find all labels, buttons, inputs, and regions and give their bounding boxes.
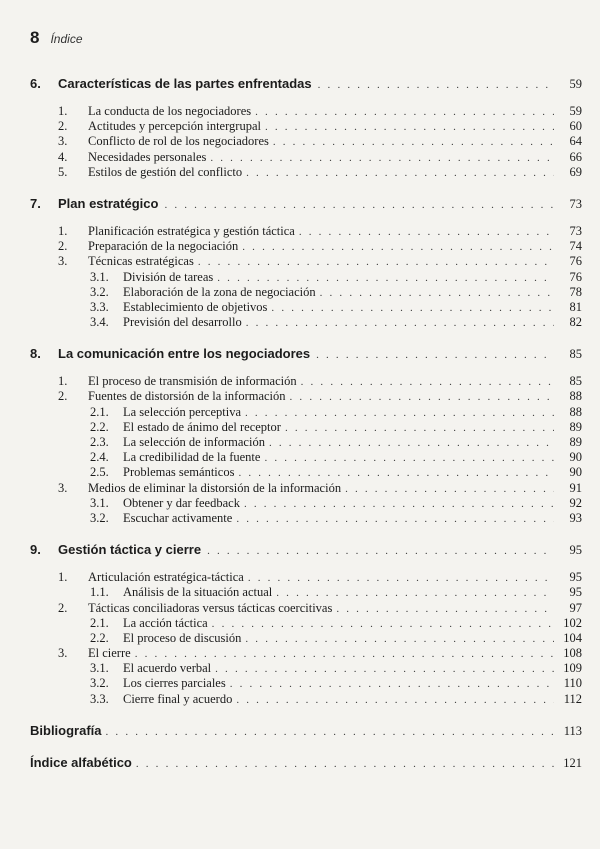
entry-title: Obtener y dar feedback bbox=[123, 495, 240, 510]
entry-title: Tácticas conciliadoras versus tácticas coercitivas bbox=[88, 600, 333, 615]
entry-title: Articulación estratégica-táctica bbox=[88, 570, 244, 585]
entry-title: División de tareas bbox=[123, 269, 214, 284]
table-of-contents bbox=[30, 76, 582, 775]
entry-number: 2.2. bbox=[90, 630, 109, 645]
entry-page-number: 74 bbox=[569, 239, 582, 254]
entry-title: Cierre final y acuerdo bbox=[123, 691, 233, 706]
entry-page-number: 76 bbox=[569, 269, 582, 284]
entry-page-number: 90 bbox=[569, 465, 582, 480]
subsection-entry[interactable] bbox=[30, 692, 582, 707]
entry-page-number: 92 bbox=[569, 495, 582, 510]
entry-number: 2.5. bbox=[90, 465, 109, 480]
subsection-entry[interactable] bbox=[30, 676, 582, 691]
dot-leader bbox=[236, 513, 554, 525]
dot-leader bbox=[276, 587, 554, 599]
entry-number: 2.2. bbox=[90, 419, 109, 434]
chapter-entries bbox=[30, 104, 582, 180]
entry-title: El acuerdo verbal bbox=[123, 661, 212, 676]
entry-page-number: 95 bbox=[569, 570, 582, 585]
section-entry[interactable] bbox=[30, 239, 582, 254]
entry-number: 3.3. bbox=[90, 299, 109, 314]
entry-title: Fuentes de distorsión de la información bbox=[88, 389, 286, 404]
entry-title: Planificación estratégica y gestión táctica bbox=[88, 223, 295, 238]
dot-leader bbox=[212, 618, 554, 630]
entry-title: Previsión del desarrollo bbox=[123, 315, 242, 330]
chapter-section bbox=[30, 76, 582, 180]
entry-number: 5. bbox=[58, 164, 68, 179]
entry-page-number: 121 bbox=[563, 755, 582, 770]
entry-number: 3.3. bbox=[90, 691, 109, 706]
subsection-entry[interactable] bbox=[30, 616, 582, 631]
chapter-entries bbox=[30, 374, 582, 526]
back-matter-entry[interactable] bbox=[30, 755, 582, 775]
entry-number: 2.4. bbox=[90, 450, 109, 465]
dot-leader bbox=[320, 287, 554, 299]
entry-title: Problemas semánticos bbox=[123, 465, 235, 480]
entry-number: 3.4. bbox=[90, 315, 109, 330]
subsection-entry[interactable] bbox=[30, 420, 582, 435]
entry-page-number: 97 bbox=[569, 600, 582, 615]
entry-page-number: 104 bbox=[563, 630, 582, 645]
entry-page-number: 102 bbox=[563, 615, 582, 630]
entry-title: El cierre bbox=[88, 646, 131, 661]
entry-page-number: 64 bbox=[569, 134, 582, 149]
section-entry[interactable] bbox=[30, 224, 582, 239]
entry-number: 2. bbox=[58, 239, 68, 254]
section-entry[interactable] bbox=[30, 570, 582, 585]
section-entry[interactable] bbox=[30, 481, 582, 496]
entry-page-number: 85 bbox=[569, 347, 582, 362]
dot-leader bbox=[246, 167, 554, 179]
entry-page-number: 73 bbox=[569, 223, 582, 238]
section-entry[interactable] bbox=[30, 374, 582, 389]
entry-number: 3. bbox=[58, 646, 68, 661]
entry-number: 3. bbox=[58, 254, 68, 269]
dot-leader bbox=[236, 694, 554, 706]
entry-page-number: 108 bbox=[563, 646, 582, 661]
entry-title: La selección de información bbox=[123, 435, 265, 449]
dot-leader bbox=[285, 422, 554, 434]
entry-title: La conducta de los negociadores bbox=[88, 104, 252, 118]
entry-page-number: 59 bbox=[569, 104, 582, 118]
entry-number: 3.1. bbox=[90, 269, 109, 284]
dot-leader bbox=[106, 726, 554, 738]
entry-page-number: 82 bbox=[569, 315, 582, 330]
entry-title: Escuchar activamente bbox=[123, 510, 233, 525]
chapter-section bbox=[30, 196, 582, 330]
chapter-heading[interactable] bbox=[30, 76, 582, 96]
subsection-entry[interactable] bbox=[30, 631, 582, 646]
entry-number: 3.2. bbox=[90, 510, 109, 525]
entry-page-number: 90 bbox=[569, 450, 582, 465]
chapter-section bbox=[30, 542, 582, 707]
entry-number: 1. bbox=[58, 374, 68, 389]
entry-number: 1. bbox=[58, 223, 68, 238]
entry-page-number: 88 bbox=[569, 389, 582, 404]
entry-title: La acción táctica bbox=[123, 615, 208, 630]
entry-page-number: 81 bbox=[569, 299, 582, 314]
subsection-entry[interactable] bbox=[30, 496, 582, 511]
entry-page-number: 95 bbox=[569, 585, 582, 600]
entry-title: Índice alfabético bbox=[30, 754, 132, 770]
subsection-entry[interactable] bbox=[30, 405, 582, 420]
dot-leader bbox=[301, 376, 554, 388]
entry-number: 2.1. bbox=[90, 404, 109, 419]
entry-number: 3.2. bbox=[90, 676, 109, 691]
entry-page-number: 88 bbox=[569, 404, 582, 419]
dot-leader bbox=[164, 199, 554, 211]
page-number: 8 bbox=[30, 28, 40, 47]
subsection-entry[interactable] bbox=[30, 315, 582, 330]
dot-leader bbox=[299, 226, 554, 238]
entry-page-number: 69 bbox=[569, 164, 582, 179]
entry-number: 3.2. bbox=[90, 284, 109, 299]
dot-leader bbox=[217, 272, 554, 284]
dot-leader bbox=[290, 391, 554, 403]
dot-leader bbox=[230, 678, 554, 690]
entry-page-number: 109 bbox=[563, 661, 582, 676]
dot-leader bbox=[198, 256, 554, 268]
dot-leader bbox=[246, 317, 554, 329]
dot-leader bbox=[210, 152, 554, 164]
entry-number: 2.3. bbox=[90, 435, 109, 449]
dot-leader bbox=[242, 241, 554, 253]
dot-leader bbox=[207, 545, 554, 557]
page-header bbox=[30, 28, 83, 48]
dot-leader bbox=[269, 437, 554, 449]
entry-number: 1. bbox=[58, 104, 68, 118]
entry-title: La comunicación entre los negociadores bbox=[58, 346, 311, 362]
entry-number: 1.1. bbox=[90, 585, 109, 600]
dot-leader bbox=[136, 758, 554, 770]
section-entry[interactable] bbox=[30, 646, 582, 661]
entry-title: Plan estratégico bbox=[58, 195, 159, 211]
entry-number: 2. bbox=[58, 600, 68, 615]
entry-page-number: 112 bbox=[563, 691, 582, 706]
dot-leader bbox=[135, 648, 554, 660]
entry-number: 4. bbox=[58, 149, 68, 164]
dot-leader bbox=[265, 121, 554, 133]
entry-number: 8. bbox=[30, 346, 41, 362]
section-entry[interactable] bbox=[30, 165, 582, 180]
entry-title: Necesidades personales bbox=[88, 149, 207, 164]
entry-title: Los cierres parciales bbox=[123, 676, 226, 691]
chapter-entries bbox=[30, 224, 582, 330]
entry-title: El estado de ánimo del receptor bbox=[123, 419, 281, 434]
entry-number: 6. bbox=[30, 76, 41, 91]
entry-title: Conflicto de rol de los negociadores bbox=[88, 134, 269, 149]
entry-page-number: 66 bbox=[569, 149, 582, 164]
subsection-entry[interactable] bbox=[30, 450, 582, 465]
entry-page-number: 91 bbox=[569, 480, 582, 495]
dot-leader bbox=[271, 302, 554, 314]
entry-number: 2. bbox=[58, 389, 68, 404]
entry-page-number: 89 bbox=[569, 419, 582, 434]
entry-title: Preparación de la negociación bbox=[88, 239, 239, 254]
entry-number: 3.1. bbox=[90, 661, 109, 676]
chapter-section bbox=[30, 346, 582, 526]
entry-number: 3.1. bbox=[90, 495, 109, 510]
entry-page-number: 76 bbox=[569, 254, 582, 269]
section-entry[interactable] bbox=[30, 389, 582, 404]
section-entry[interactable] bbox=[30, 134, 582, 149]
subsection-entry[interactable] bbox=[30, 285, 582, 300]
entry-title: Gestión táctica y cierre bbox=[58, 542, 202, 558]
dot-leader bbox=[245, 407, 554, 419]
subsection-entry[interactable] bbox=[30, 435, 582, 450]
dot-leader bbox=[273, 136, 554, 148]
chapter-heading[interactable] bbox=[30, 542, 582, 562]
entry-title: El proceso de discusión bbox=[123, 630, 242, 645]
entry-title: Medios de eliminar la distorsión de la información bbox=[88, 480, 342, 495]
section-entry[interactable] bbox=[30, 119, 582, 134]
entry-number: 9. bbox=[30, 542, 41, 558]
dot-leader bbox=[238, 467, 554, 479]
entry-title: El proceso de transmisión de información bbox=[88, 374, 297, 389]
entry-page-number: 59 bbox=[569, 77, 582, 91]
entry-title: La credibilidad de la fuente bbox=[123, 450, 261, 465]
entry-number: 3. bbox=[58, 480, 68, 495]
subsection-entry[interactable] bbox=[30, 661, 582, 676]
entry-title: Análisis de la situación actual bbox=[123, 585, 273, 600]
entry-number: 3. bbox=[58, 134, 68, 149]
entry-number: 2. bbox=[58, 119, 68, 134]
entry-page-number: 85 bbox=[569, 374, 582, 389]
dot-leader bbox=[248, 572, 554, 584]
dot-leader bbox=[264, 452, 554, 464]
chapter-heading[interactable] bbox=[30, 196, 582, 216]
subsection-entry[interactable] bbox=[30, 300, 582, 315]
entry-title: Bibliografía bbox=[30, 722, 102, 738]
subsection-entry[interactable] bbox=[30, 585, 582, 600]
dot-leader bbox=[336, 603, 554, 615]
entry-page-number: 89 bbox=[569, 435, 582, 449]
entry-page-number: 78 bbox=[569, 284, 582, 299]
dot-leader bbox=[215, 663, 554, 675]
dot-leader bbox=[245, 633, 554, 645]
entry-page-number: 113 bbox=[563, 723, 582, 738]
section-entry[interactable] bbox=[30, 150, 582, 165]
entry-page-number: 73 bbox=[569, 196, 582, 211]
entry-title: Características de las partes enfrentadas bbox=[58, 76, 312, 91]
section-entry[interactable] bbox=[30, 104, 582, 119]
entry-title: La selección perceptiva bbox=[123, 404, 241, 419]
back-matter-entry[interactable] bbox=[30, 723, 582, 743]
entry-page-number: 110 bbox=[563, 676, 582, 691]
running-title: Índice bbox=[50, 32, 83, 46]
section-entry[interactable] bbox=[30, 254, 582, 269]
chapter-heading[interactable] bbox=[30, 346, 582, 366]
entry-title: Establecimiento de objetivos bbox=[123, 299, 268, 314]
entry-title: Estilos de gestión del conflicto bbox=[88, 164, 243, 179]
entry-number: 2.1. bbox=[90, 615, 109, 630]
entry-number: 7. bbox=[30, 195, 41, 211]
entry-title: Técnicas estratégicas bbox=[88, 254, 194, 269]
section-entry[interactable] bbox=[30, 601, 582, 616]
dot-leader bbox=[345, 483, 554, 495]
entry-page-number: 60 bbox=[569, 119, 582, 134]
entry-number: 1. bbox=[58, 570, 68, 585]
entry-page-number: 95 bbox=[569, 543, 582, 558]
dot-leader bbox=[255, 106, 554, 118]
subsection-entry[interactable] bbox=[30, 511, 582, 526]
chapter-entries bbox=[30, 570, 582, 707]
dot-leader bbox=[244, 498, 554, 510]
dot-leader bbox=[316, 349, 554, 361]
dot-leader bbox=[318, 79, 554, 91]
entry-title: Elaboración de la zona de negociación bbox=[123, 284, 316, 299]
subsection-entry[interactable] bbox=[30, 270, 582, 285]
entry-page-number: 93 bbox=[569, 510, 582, 525]
subsection-entry[interactable] bbox=[30, 465, 582, 480]
entry-title: Actitudes y percepción intergrupal bbox=[88, 119, 261, 134]
